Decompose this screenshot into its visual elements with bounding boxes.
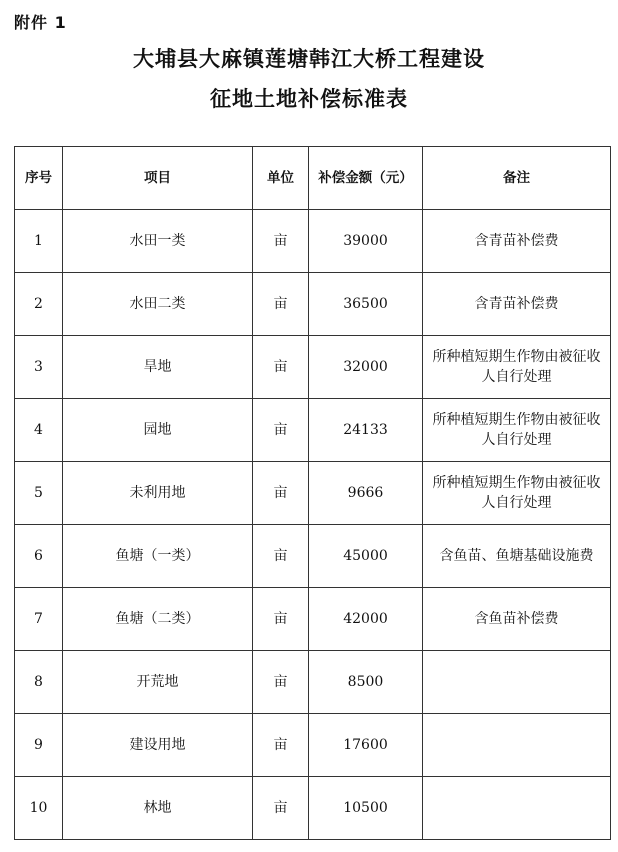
cell-note: 含青苗补偿费 [423,273,611,336]
cell-unit: 亩 [253,714,309,777]
cell-serial-number: 10 [15,777,63,840]
cell-item: 旱地 [63,336,253,399]
cell-note: 所种植短期生作物由被征收人自行处理 [423,462,611,525]
table-row [15,588,611,651]
cell-amount: 45000 [309,525,423,588]
cell-item: 水田一类 [63,210,253,273]
cell-amount: 8500 [309,651,423,714]
header-item: 项目 [63,147,253,210]
cell-serial-number: 8 [15,651,63,714]
cell-serial-number: 6 [15,525,63,588]
cell-note: 所种植短期生作物由被征收人自行处理 [423,336,611,399]
cell-unit: 亩 [253,210,309,273]
cell-note: 含鱼苗补偿费 [423,588,611,651]
cell-amount: 24133 [309,399,423,462]
cell-serial-number: 7 [15,588,63,651]
cell-item: 开荒地 [63,651,253,714]
header-serial-number: 序号 [15,147,63,210]
cell-serial-number: 4 [15,399,63,462]
header-note: 备注 [423,147,611,210]
document-title-line2: 征地土地补偿标准表 [210,86,408,111]
cell-amount: 42000 [309,588,423,651]
table-row [15,651,611,714]
cell-unit: 亩 [253,336,309,399]
cell-unit: 亩 [253,588,309,651]
cell-unit: 亩 [253,399,309,462]
cell-item: 建设用地 [63,714,253,777]
attachment-label: 附件 1 [14,13,67,32]
cell-unit: 亩 [253,273,309,336]
cell-note: 含鱼苗、鱼塘基础设施费 [423,525,611,588]
cell-item: 鱼塘（一类） [63,525,253,588]
header-unit: 单位 [253,147,309,210]
header-amount: 补偿金额（元） [309,147,423,210]
cell-item: 未利用地 [63,462,253,525]
cell-note: 所种植短期生作物由被征收人自行处理 [423,399,611,462]
cell-amount: 10500 [309,777,423,840]
cell-serial-number: 2 [15,273,63,336]
table-row [15,777,611,840]
table-row [15,399,611,462]
cell-amount: 39000 [309,210,423,273]
cell-serial-number: 5 [15,462,63,525]
compensation-table [14,146,611,840]
table-header-row [15,147,611,210]
cell-item: 鱼塘（二类） [63,588,253,651]
cell-serial-number: 1 [15,210,63,273]
cell-item: 林地 [63,777,253,840]
cell-unit: 亩 [253,651,309,714]
cell-unit: 亩 [253,777,309,840]
document-title-line1: 大埔县大麻镇莲塘韩江大桥工程建设 [133,46,485,71]
cell-amount: 17600 [309,714,423,777]
table-row [15,525,611,588]
cell-note: 含青苗补偿费 [423,210,611,273]
table-row [15,714,611,777]
cell-serial-number: 3 [15,336,63,399]
cell-item: 园地 [63,399,253,462]
table-row [15,210,611,273]
cell-serial-number: 9 [15,714,63,777]
table-row [15,273,611,336]
cell-note [423,777,611,840]
cell-amount: 36500 [309,273,423,336]
cell-note [423,651,611,714]
cell-unit: 亩 [253,462,309,525]
cell-item: 水田二类 [63,273,253,336]
cell-amount: 32000 [309,336,423,399]
table-row [15,462,611,525]
cell-note [423,714,611,777]
cell-unit: 亩 [253,525,309,588]
table-row [15,336,611,399]
cell-amount: 9666 [309,462,423,525]
